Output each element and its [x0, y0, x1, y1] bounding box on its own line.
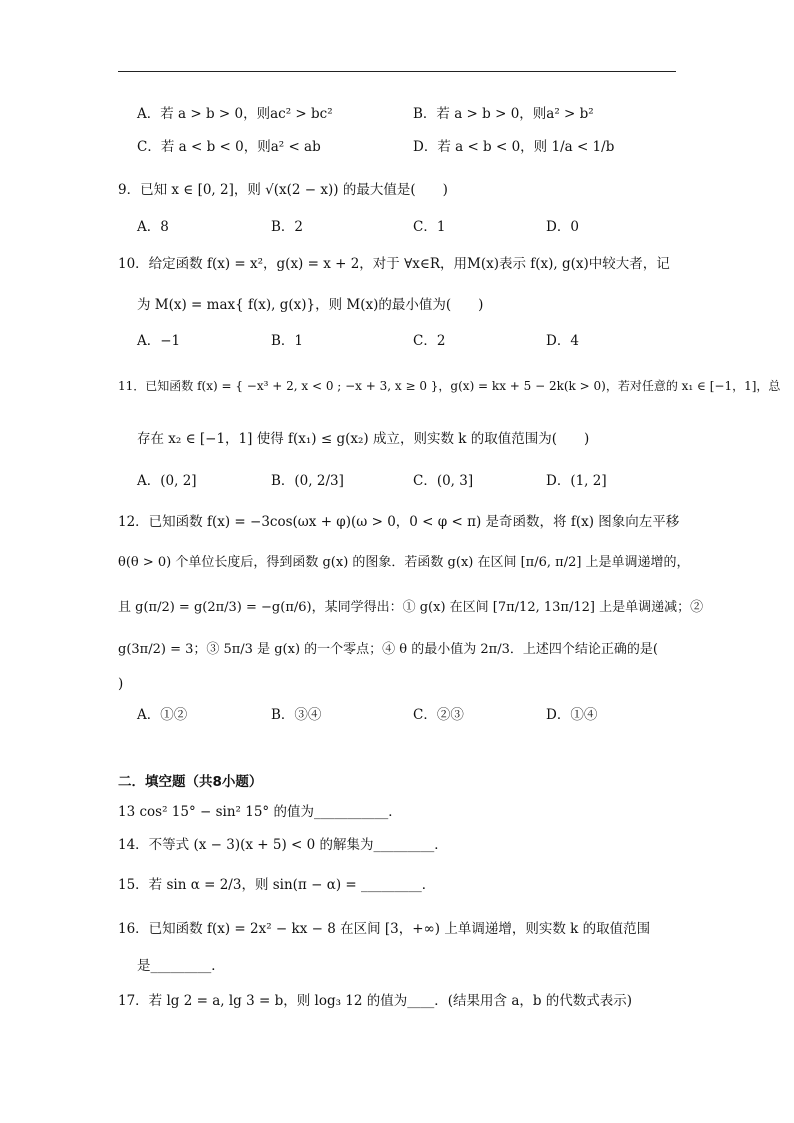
- q10-option-a[interactable]: A．−1: [137, 333, 181, 349]
- q9-option-b[interactable]: B．2: [271, 219, 304, 235]
- q12-option-b[interactable]: B．③④: [271, 707, 322, 723]
- q16-stem-line2: 是_________．: [137, 958, 225, 974]
- q15-stem: 15．若 sin α = 2/3，则 sin(π − α) = _________．: [118, 877, 436, 893]
- q14-stem: 14．不等式 (x − 3)(x + 5) < 0 的解集为_________．: [118, 837, 448, 853]
- q10-stem-line2: 为 M(x) = max{ f(x), g(x)}，则 M(x)的最小值为( ): [137, 297, 484, 313]
- q9-stem: 9．已知 x ∈ [0, 2]，则 √(x(2 − x)) 的最大值是( ): [118, 182, 448, 198]
- q10-option-b[interactable]: B．1: [271, 333, 304, 349]
- q12-option-d[interactable]: D．①④: [546, 707, 598, 723]
- q12-option-c[interactable]: C．②③: [413, 707, 464, 723]
- q9-option-c[interactable]: C．1: [413, 219, 446, 235]
- q11-stem-line1: 11．已知函数 f(x) = { −x³ + 2, x < 0 ; −x + 3, x ≥ 0 }，g(x) = kx + 5 − 2k(k > 0)，若对任意的 x₁ ∈ [−1，1]，总: [118, 379, 781, 393]
- q11-option-a[interactable]: A．(0, 2]: [137, 473, 197, 489]
- header-rule: [118, 71, 676, 72]
- q11-stem-line2: 存在 x₂ ∈ [−1，1] 使得 f(x₁) ≤ g(x₂) 成立，则实数 k 的取值范围为( ): [137, 431, 590, 447]
- q13-stem: 13 cos² 15° − sin² 15° 的值为___________．: [118, 804, 402, 820]
- q9-option-a[interactable]: A．8: [137, 219, 169, 235]
- q16-stem-line1: 16．已知函数 f(x) = 2x² − kx − 8 在区间 [3，+∞) 上单调递增，则实数 k 的取值范围: [118, 921, 651, 937]
- section-title-fill-in: 二．填空题（共8小题）: [118, 774, 263, 790]
- q12-stem-line5: ): [118, 676, 124, 692]
- q8-option-c[interactable]: C．若 a < b < 0，则a² < ab: [137, 139, 321, 155]
- q11-option-d[interactable]: D．(1, 2]: [546, 473, 607, 489]
- q12-option-a[interactable]: A．①②: [137, 707, 188, 723]
- q9-option-d[interactable]: D．0: [546, 219, 579, 235]
- q11-option-b[interactable]: B．(0, 2/3]: [271, 473, 344, 489]
- q10-option-d[interactable]: D．4: [546, 333, 579, 349]
- q12-stem-line3: 且 g(π/2) = g(2π/3) = −g(π/6)，某同学得出：① g(x) 在区间 [7π/12, 13π/12] 上是单调递减；②: [118, 600, 704, 615]
- q17-stem: 17．若 lg 2 = a, lg 3 = b，则 log₃ 12 的值为____．(结果用含 a，b 的代数式表示): [118, 993, 633, 1009]
- q8-option-d[interactable]: D．若 a < b < 0，则 1/a < 1/b: [413, 139, 615, 155]
- q12-stem-line1: 12．已知函数 f(x) = −3cos(ωx + φ)(ω > 0，0 < φ < π) 是奇函数，将 f(x) 图象向左平移: [118, 514, 680, 530]
- q8-option-a[interactable]: A．若 a > b > 0，则ac² > bc²: [137, 106, 333, 122]
- q12-stem-line4: g(3π/2) = 3；③ 5π/3 是 g(x) 的一个零点；④ θ 的最小值为 2π/3．上述四个结论正确的是(: [118, 642, 658, 657]
- q11-option-c[interactable]: C．(0, 3]: [413, 473, 474, 489]
- q8-option-b[interactable]: B．若 a > b > 0，则a² > b²: [413, 106, 594, 122]
- q12-stem-line2: θ(θ > 0) 个单位长度后，得到函数 g(x) 的图象．若函数 g(x) 在区间 [π/6, π/2] 上是单调递增的，: [118, 555, 690, 570]
- q10-option-c[interactable]: C．2: [413, 333, 446, 349]
- q10-stem-line1: 10．给定函数 f(x) = x²，g(x) = x + 2，对于 ∀x∈R，用M(x)表示 f(x), g(x)中较大者，记: [118, 256, 670, 272]
